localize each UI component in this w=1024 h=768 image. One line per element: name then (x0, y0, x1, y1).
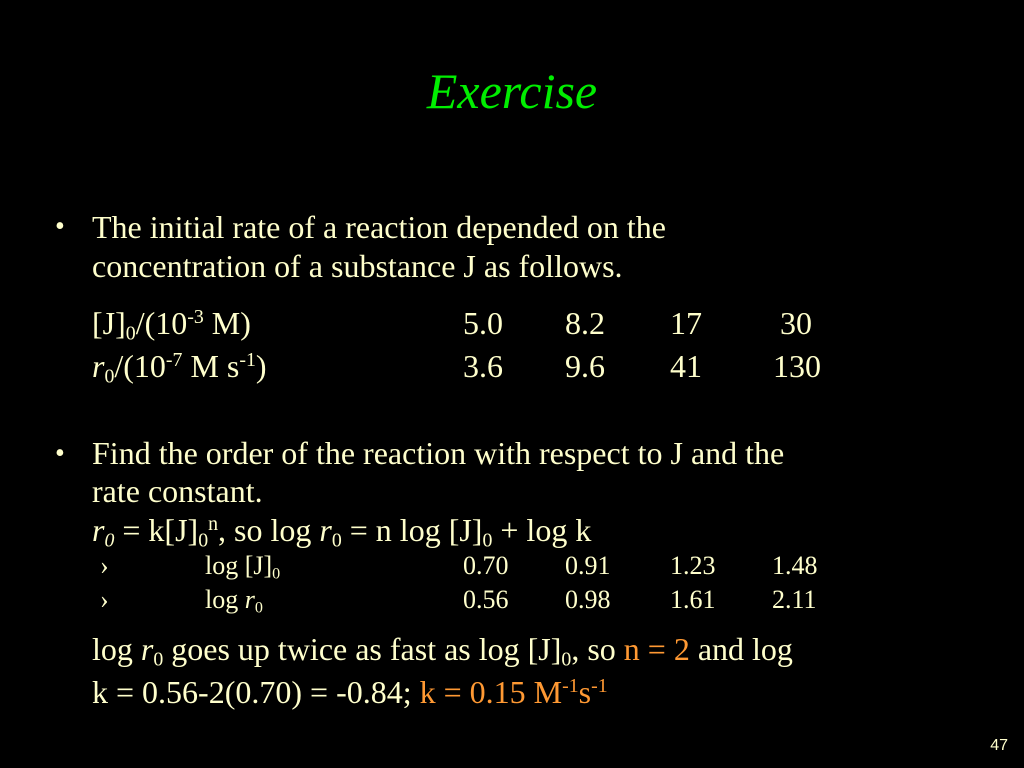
log-row-rate (100, 587, 860, 617)
chevron-right-icon: › (100, 585, 109, 614)
rate-law-equation: $r_0 = k[J]_0^n$, so $\log r_0 = n$ $\log [J]_0 + \log k$ (92, 512, 592, 552)
log-cell: 1.48 (772, 551, 818, 580)
bullet1-line1: The initial rate of a reaction depended on the (92, 209, 666, 245)
table-cell: 130 (773, 348, 821, 384)
log-cell: 0.98 (565, 585, 611, 614)
table-cell: 41 (670, 348, 702, 384)
bullet2-line2: rate constant. (92, 473, 263, 509)
log-cell: 2.11 (772, 585, 817, 614)
table-cell: 30 (780, 305, 812, 341)
slide-title: Exercise (426, 63, 598, 119)
log-cell: 0.56 (463, 585, 509, 614)
table-cell: 17 (670, 305, 702, 341)
table-cell: 9.6 (565, 348, 605, 384)
table-row-rate (92, 350, 852, 386)
log-cell: 0.70 (463, 551, 509, 580)
log-cell: 1.61 (670, 585, 716, 614)
order-result: n = 2 (623, 631, 690, 667)
log-label-rate: $\log r_0$ (205, 585, 263, 617)
page-number: 47 (990, 737, 1008, 754)
row-label-concentration: $[J]_0/(10^{-3}$ M) (92, 305, 251, 345)
conclusion-line1: $\log r_0$ goes up twice as fast as $\log [J]_0$, so n = 2 and log (92, 631, 793, 671)
conclusion-line2: k = 0.56-2(0.70) = -0.84; k = 0.15 $M^{-1}s^{-1}$ (92, 674, 608, 710)
log-row-concentration (100, 553, 860, 583)
bullet1-line2: concentration of a substance J as follows. (92, 248, 623, 284)
log-cell: 0.91 (565, 551, 611, 580)
table-cell: 3.6 (463, 348, 503, 384)
table-row-concentration (92, 307, 852, 343)
chevron-right-icon: › (100, 551, 109, 580)
table-cell: 8.2 (565, 305, 605, 341)
bullet-icon: • (55, 438, 65, 469)
bullet2-line1: Find the order of the reaction with respect to J and the (92, 435, 785, 471)
row-label-rate: $r_0/(10^{-7}$ M $s^{-1}$) (92, 348, 267, 388)
log-label-concentration: $\log [J]_0$ (205, 551, 281, 583)
table-cell: 5.0 (463, 305, 503, 341)
log-cell: 1.23 (670, 551, 716, 580)
rate-constant-result: k = 0.15 $M^{-1}s^{-1}$ (419, 674, 608, 710)
bullet-icon: • (55, 211, 65, 242)
